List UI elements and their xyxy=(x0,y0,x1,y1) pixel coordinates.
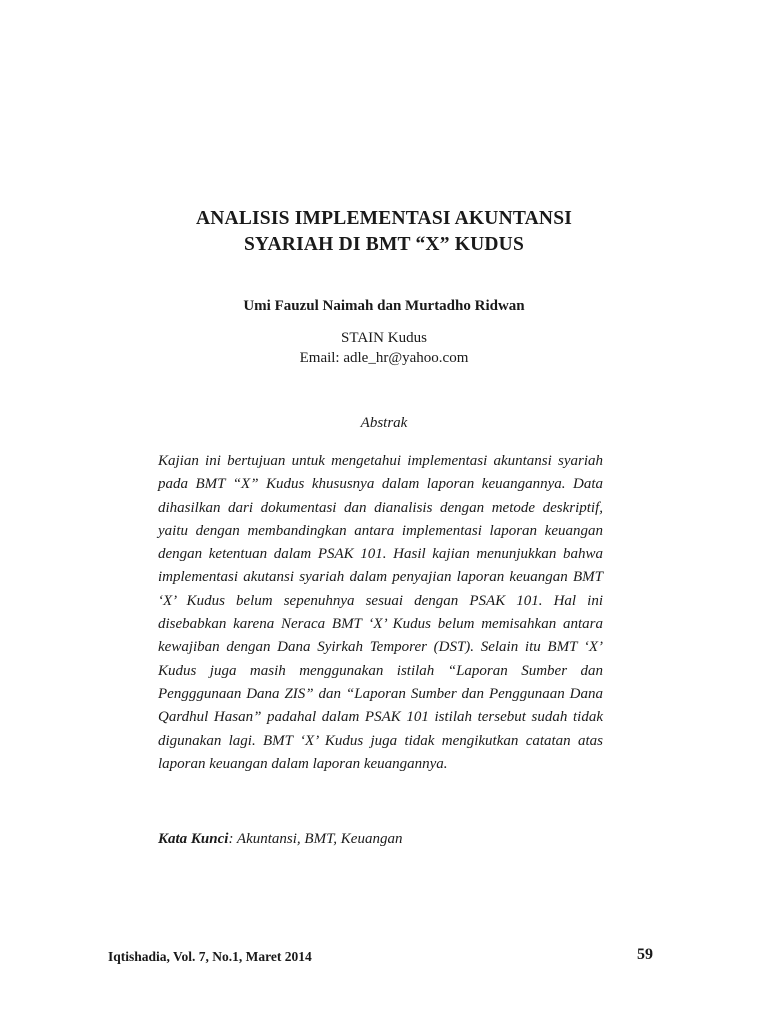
title-line-1: ANALISIS IMPLEMENTASI AKUNTANSI xyxy=(195,208,573,229)
journal-citation: Iqtishadia, Vol. 7, No.1, Maret 2014 xyxy=(108,949,312,964)
abstract-body: Kajian ini bertujuan untuk mengetahui implementasi akuntansi syariah pada BMT “X” Kudus khususnya dalam laporan keuangannya. Data dihasilkan dari dokumentasi dan dianalisis dengan metode deskriptif, yaitu dengan membandingkan antara implementasi laporan keuangan dengan ketentuan dalam PSAK 101. Hasil kajian menunjukkan bahwa implementasi akutansi syariah dalam penyajian laporan keuangan BMT ‘X’ Kudus belum sepenuhnya sesuai dengan PSAK 101. Hal ini disebabkan karena Neraca BMT ‘X’ Kudus belum memisahkan antara kewajiban dengan Dana Syirkah Temporer (DST). Selain itu BMT ‘X’ Kudus juga masih menggunakan istilah “Laporan Sumber dan Pengggunaan Dana ZIS” dan “Laporan Sumber dan Penggunaan Dana Qardhul Hasan” padahal dalam PSAK 101 istilah tersebut sudah tidak digunakan lagi. BMT ‘X’ Kudus juga tidak mengikutkan catatan atas laporan keuangan dalam laporan keuangannya. xyxy=(158,453,603,772)
author-affiliation xyxy=(0,328,768,368)
institution-name: STAIN Kudus xyxy=(341,330,427,346)
article-title xyxy=(0,206,768,258)
keywords-terms: Akuntansi, BMT, Keuangan xyxy=(233,831,403,847)
author-email: Email: adle_hr@yahoo.com xyxy=(299,350,469,366)
abstract-heading: Abstrak xyxy=(360,415,408,431)
author-names: Umi Fauzul Naimah dan Murtadho Ridwan xyxy=(243,298,525,314)
keywords xyxy=(158,828,603,850)
keywords-label: Kata Kunci xyxy=(158,831,229,847)
title-line-2: SYARIAH DI BMT “X” KUDUS xyxy=(243,234,525,255)
keywords-separator: : xyxy=(228,831,234,847)
page-number: 59 xyxy=(637,946,653,963)
